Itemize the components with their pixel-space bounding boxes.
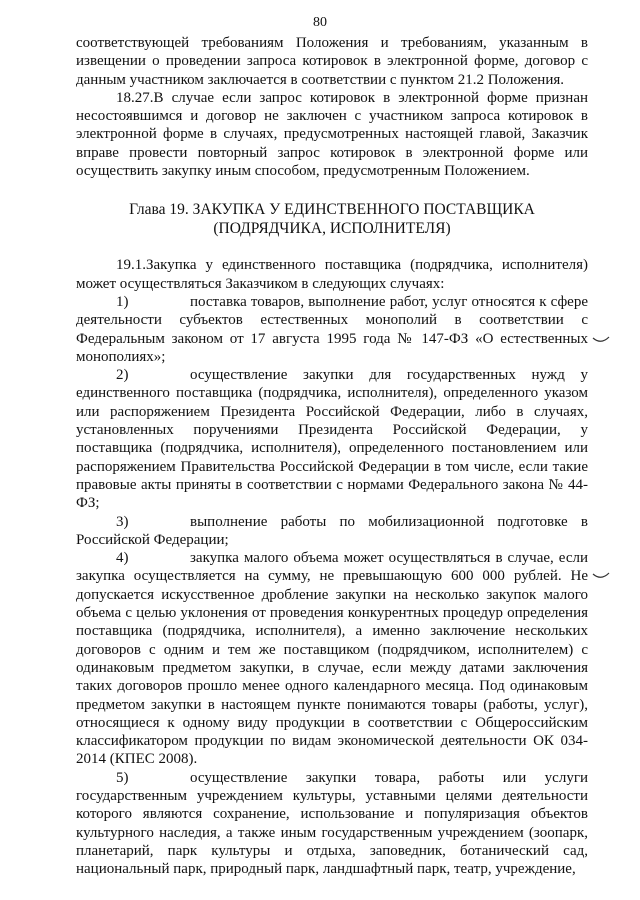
list-item-3 <box>76 513 588 550</box>
list-item-2 <box>76 366 588 512</box>
paragraph-18-27: 18.27.В случае если запрос котировок в электронной форме признан несостоявшимся и договор не заключен с участником запроса котировок в электронной форме в случаях, предусмотренных настоящей главой, Заказчик вправе провести повторный запрос котировок в электронной форме или осуществить закупку иным способом, предусмотренным Положением. <box>76 89 588 180</box>
list-item-text: закупка малого объема может осуществляться в случае, если закупка осуществляется на сумму, не превышающую 600 000 рублей. Не допускается искусственное дробление закупки на несколько закупок малого объема с целью уклонения от проведения конкурентных процедур определения поставщика (подрядчика, исполнителя), а именно заключение нескольких договоров с одним и тем же поставщиком (подрядчиком, исполнителем) с одинаковым предметом закупки, в случае, если между датами заключения таких договоров прошло менее одного календарного месяца. Под одинаковым предметом закупки в настоящем пункте понимаются товары (работы, услуг), относящиеся к одному виду продукции в соответствии с Общероссийским классификатором продукции по видам экономической деятельности ОК 034-2014 (КПЕС 2008). <box>76 550 588 768</box>
list-item-text: поставка товаров, выполнение работ, услуг относятся к сфере деятельности субъектов естественных монополий в соответствии с Федеральным законом от 17 августа 1995 года № 147-ФЗ «О естественных монополиях»; <box>76 293 588 365</box>
paragraph-continuation: соответствующей требованиям Положения и требованиям, указанным в извещении о проведении запроса котировок в электронной форме, договор с данным участником заключается в соответствии с пунктом 21.2 Положения. <box>76 35 588 88</box>
list-item-number: 2) <box>116 367 129 384</box>
list-item-1 <box>76 293 588 366</box>
list-item-number: 5) <box>116 769 129 786</box>
list-item-number: 3) <box>116 513 129 530</box>
chapter-heading-line-1: Глава 19. ЗАКУПКА У ЕДИНСТВЕННОГО ПОСТАВЩИКА <box>129 201 535 219</box>
margin-pen-mark <box>592 336 610 344</box>
list-item-text: выполнение работы по мобилизационной подготовке в Российской Федерации; <box>76 513 588 548</box>
paragraph-19-1-lead: 19.1.Закупка у единственного поставщика (подрядчика, исполнителя) может осуществляться Заказчиком в следующих случаях: <box>76 257 588 292</box>
list-item-number: 1) <box>116 293 129 310</box>
chapter-heading-line-2: (ПОДРЯДЧИКА, ИСПОЛНИТЕЛЯ) <box>213 220 451 238</box>
page-number: 80 <box>313 15 327 30</box>
list-item-5 <box>76 769 588 879</box>
chapter-heading <box>76 200 588 238</box>
list-item-text: осуществление закупки для государственных нужд у единственного поставщика (подрядчика, исполнителя), определенного указом или распоряжением Президента Российской Федерации, либо в случаях, установленных поручениями Президента Российской Федерации, у поставщика (подрядчика, исполнителя), определенного постановлением или распоряжением Правительства Российской Федерации в том числе, если такие правовые акты приняты в соответствии с нормами Федерального закона № 44-ФЗ; <box>76 367 588 512</box>
margin-pen-mark <box>592 572 610 580</box>
list-item-number: 4) <box>116 550 129 567</box>
list-item-4 <box>76 549 588 769</box>
list-item-text: осуществление закупки товара, работы или услуги государственным учреждением культуры, уставными целями деятельности которого являются сохранение, использование и популяризация объектов культурного наследия, а также иным государственным учреждением (зоопарк, планетарий, парк культуры и отдыха, заповедник, ботанический сад, национальный парк, природный парк, ландшафтный парк, театр, учреждение, <box>76 769 588 878</box>
document-body <box>76 34 588 878</box>
